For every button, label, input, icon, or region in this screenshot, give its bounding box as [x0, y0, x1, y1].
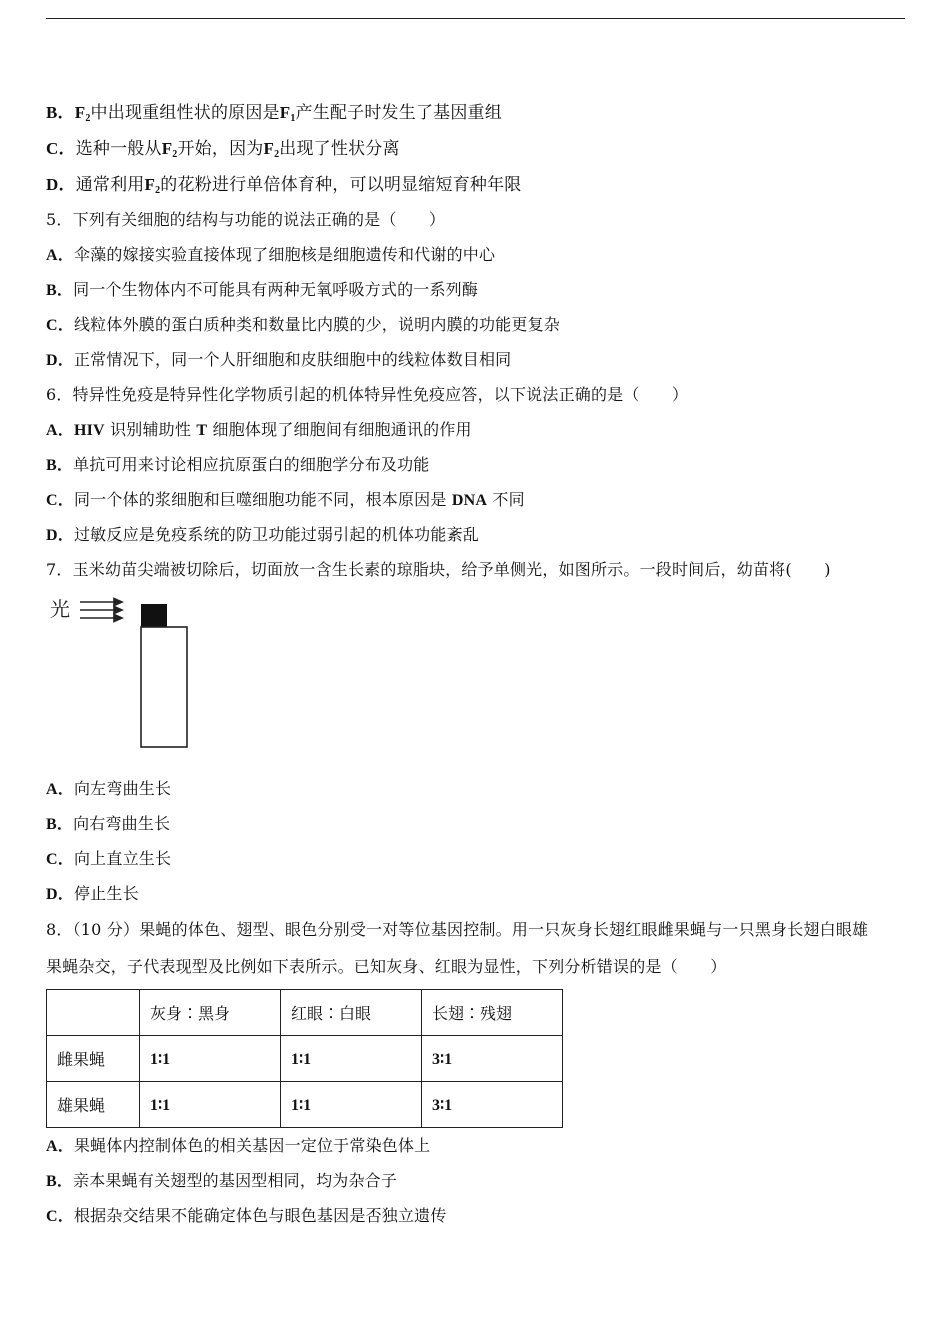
q7-option-b: B．向右弯曲生长 — [46, 814, 171, 833]
q6-option-c: C．同一个体的浆细胞和巨噬细胞功能不同，根本原因是 DNA 不同 — [46, 490, 525, 509]
q5-option-b: B．同一个生物体内不可能具有两种无氧呼吸方式的一系列酶 — [46, 280, 479, 299]
table-header-cell: 红眼∶白眼 — [281, 990, 422, 1036]
results-table — [46, 989, 563, 1128]
q4-option-b: B．$F_2$中出现重组性状的原因是$F_1$产生配子时发生了基因重组 — [46, 103, 502, 124]
q6-option-d: D．过敏反应是免疫系统的防卫功能过弱引起的机体功能紊乱 — [46, 525, 479, 544]
table-cell: 3∶1 — [422, 1082, 563, 1128]
top-rule — [46, 18, 905, 19]
q4-option-d: D．通常利用$F_2$的花粉进行单倍体育种，可以明显缩短育种年限 — [46, 175, 522, 196]
q7-option-d: D．停止生长 — [46, 884, 139, 903]
q6-option-a: A．HIV 识别辅助性 T 细胞体现了细胞间有细胞通讯的作用 — [46, 420, 472, 439]
light-arrows-icon — [80, 599, 122, 622]
table-row — [47, 1036, 563, 1082]
table-header-cell — [47, 990, 140, 1036]
q6-stem: 6．特异性免疫是特异性化学物质引起的机体特异性免疫应答，以下说法正确的是（ ） — [46, 385, 689, 404]
table-header-cell: 灰身∶黑身 — [140, 990, 281, 1036]
q8-option-a: A．果蝇体内控制体色的相关基因一定位于常染色体上 — [46, 1136, 431, 1155]
q8-stem-line2: 果蝇杂交，子代表现型及比例如下表所示。已知灰身、红眼为显性，下列分析错误的是（ ） — [46, 957, 727, 976]
q7-option-c: C．向上直立生长 — [46, 849, 172, 868]
table-cell: 雌果蝇 — [47, 1036, 140, 1082]
q5-stem: 5．下列有关细胞的结构与功能的说法正确的是（ ） — [46, 210, 446, 229]
agar-block — [141, 604, 167, 628]
table-header-cell: 长翅∶残翅 — [422, 990, 563, 1036]
q4-option-c: C．选种一般从$F_2$开始，因为$F_2$出现了性状分离 — [46, 139, 400, 160]
table-cell: 3∶1 — [422, 1036, 563, 1082]
q5-option-d: D．正常情况下，同一个人肝细胞和皮肤细胞中的线粒体数目相同 — [46, 350, 512, 369]
seedling-stem — [141, 627, 187, 747]
light-label: 光 — [50, 597, 70, 621]
table-cell: 1∶1 — [140, 1082, 281, 1128]
q8-option-b: B．亲本果蝇有关翅型的基因型相同，均为杂合子 — [46, 1171, 398, 1190]
q7-stem: 7．玉米幼苗尖端被切除后，切面放一含生长素的琼脂块，给予单侧光，如图所示。一段时间后，幼苗将( ) — [46, 560, 831, 579]
table-header-row — [47, 990, 563, 1036]
q8-option-c: C．根据杂交结果不能确定体色与眼色基因是否独立遗传 — [46, 1206, 447, 1225]
table-cell: 雄果蝇 — [47, 1082, 140, 1128]
q6-option-b: B．单抗可用来讨论相应抗原蛋白的细胞学分布及功能 — [46, 455, 430, 474]
q7-option-a: A．向左弯曲生长 — [46, 779, 172, 798]
table-cell: 1∶1 — [140, 1036, 281, 1082]
table-cell: 1∶1 — [281, 1036, 422, 1082]
seedling-figure — [46, 594, 196, 754]
table-row — [47, 1082, 563, 1128]
q5-option-c: C．线粒体外膜的蛋白质种类和数量比内膜的少，说明内膜的功能更复杂 — [46, 315, 560, 334]
table-cell: 1∶1 — [281, 1082, 422, 1128]
q8-stem-line1: 8．（10 分）果蝇的体色、翅型、眼色分别受一对等位基因控制。用一只灰身长翅红眼雌果蝇与一只黑身长翅白眼雄 — [46, 920, 869, 939]
q5-option-a: A．伞藻的嫁接实验直接体现了细胞核是细胞遗传和代谢的中心 — [46, 245, 496, 264]
